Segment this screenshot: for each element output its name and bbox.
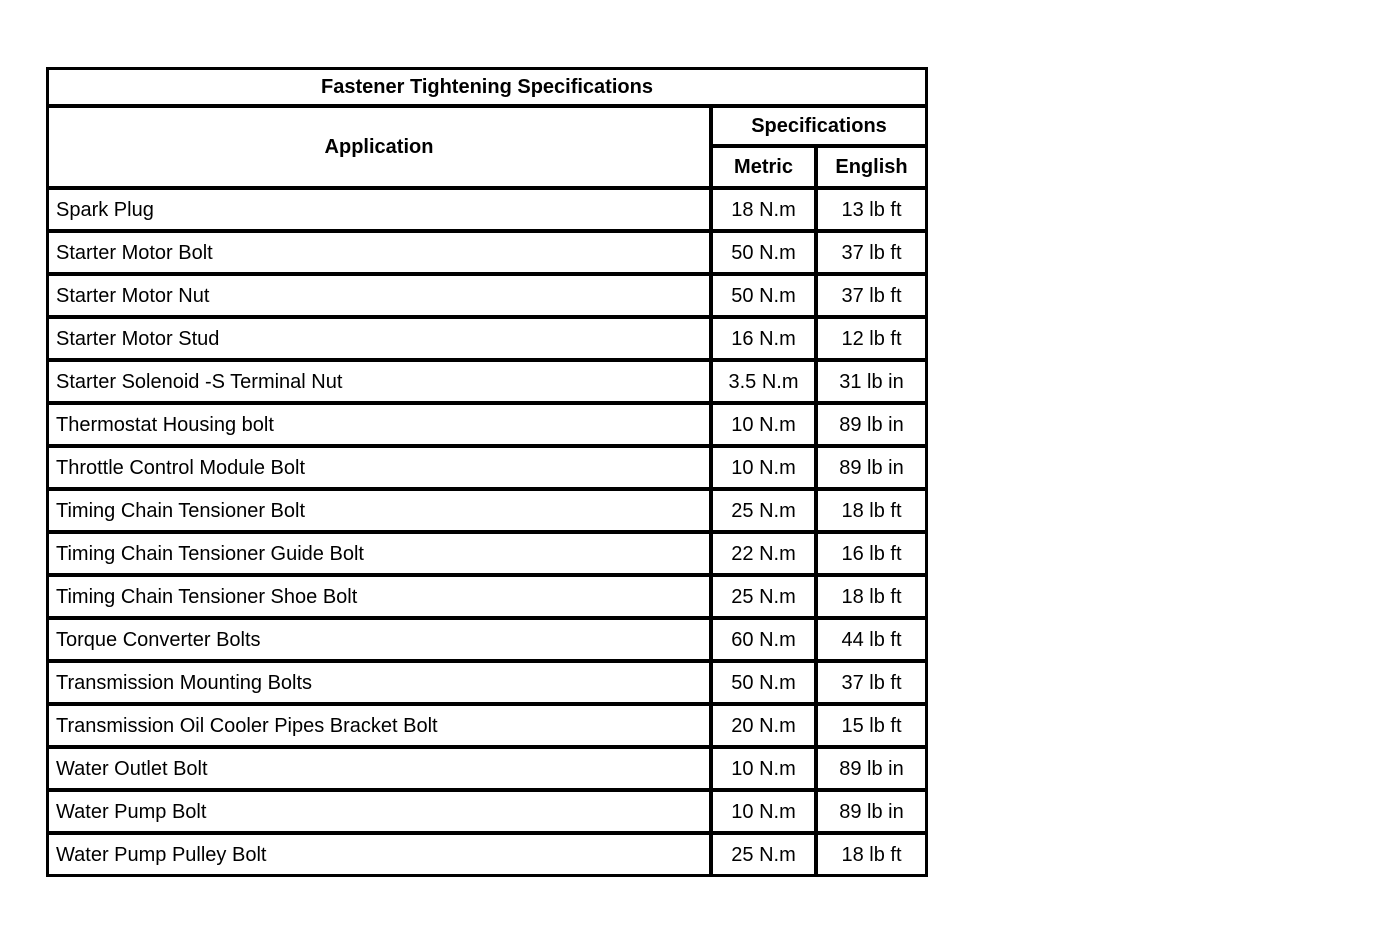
application-cell: Throttle Control Module Bolt [47,446,711,489]
table-row [47,489,927,532]
english-cell: 16 lb ft [816,532,927,575]
metric-cell: 22 N.m [711,532,816,575]
fastener-specifications-table [46,67,928,877]
metric-cell: 25 N.m [711,489,816,532]
table-row [47,403,927,446]
metric-cell: 10 N.m [711,790,816,833]
table-row [47,704,927,747]
metric-cell: 16 N.m [711,317,816,360]
english-cell: 18 lb ft [816,833,927,876]
english-cell: 37 lb ft [816,661,927,704]
header-row-specifications [47,106,927,146]
table-row [47,790,927,833]
table-row [47,188,927,231]
table-row [47,661,927,704]
metric-cell: 18 N.m [711,188,816,231]
metric-cell: 50 N.m [711,661,816,704]
table-row [47,317,927,360]
application-cell: Spark Plug [47,188,711,231]
table-row [47,618,927,661]
english-cell: 12 lb ft [816,317,927,360]
english-cell: 37 lb ft [816,231,927,274]
metric-cell: 10 N.m [711,403,816,446]
application-cell: Transmission Oil Cooler Pipes Bracket Bolt [47,704,711,747]
english-cell: 37 lb ft [816,274,927,317]
table-body [47,188,927,876]
english-cell: 89 lb in [816,790,927,833]
table-title-row [47,68,927,106]
application-cell: Starter Solenoid -S Terminal Nut [47,360,711,403]
column-header-english: English [816,146,927,188]
table-row [47,446,927,489]
table-row [47,274,927,317]
application-cell: Timing Chain Tensioner Shoe Bolt [47,575,711,618]
application-cell: Torque Converter Bolts [47,618,711,661]
metric-cell: 60 N.m [711,618,816,661]
english-cell: 31 lb in [816,360,927,403]
column-header-application: Application [47,106,711,188]
table-row [47,231,927,274]
table-row [47,532,927,575]
table-row [47,575,927,618]
application-cell: Water Pump Pulley Bolt [47,833,711,876]
metric-cell: 10 N.m [711,747,816,790]
application-cell: Timing Chain Tensioner Guide Bolt [47,532,711,575]
english-cell: 15 lb ft [816,704,927,747]
table-row [47,747,927,790]
metric-cell: 50 N.m [711,274,816,317]
english-cell: 89 lb in [816,446,927,489]
english-cell: 89 lb in [816,747,927,790]
table-title: Fastener Tightening Specifications [47,68,927,106]
application-cell: Transmission Mounting Bolts [47,661,711,704]
english-cell: 18 lb ft [816,575,927,618]
table-row [47,833,927,876]
application-cell: Starter Motor Stud [47,317,711,360]
application-cell: Timing Chain Tensioner Bolt [47,489,711,532]
metric-cell: 25 N.m [711,833,816,876]
application-cell: Thermostat Housing bolt [47,403,711,446]
metric-cell: 20 N.m [711,704,816,747]
application-cell: Starter Motor Nut [47,274,711,317]
metric-cell: 25 N.m [711,575,816,618]
column-header-specifications: Specifications [711,106,927,146]
english-cell: 13 lb ft [816,188,927,231]
application-cell: Water Outlet Bolt [47,747,711,790]
metric-cell: 3.5 N.m [711,360,816,403]
application-cell: Starter Motor Bolt [47,231,711,274]
table-row [47,360,927,403]
english-cell: 44 lb ft [816,618,927,661]
application-cell: Water Pump Bolt [47,790,711,833]
english-cell: 18 lb ft [816,489,927,532]
fastener-specifications-table-container [46,67,928,877]
column-header-metric: Metric [711,146,816,188]
english-cell: 89 lb in [816,403,927,446]
metric-cell: 10 N.m [711,446,816,489]
metric-cell: 50 N.m [711,231,816,274]
